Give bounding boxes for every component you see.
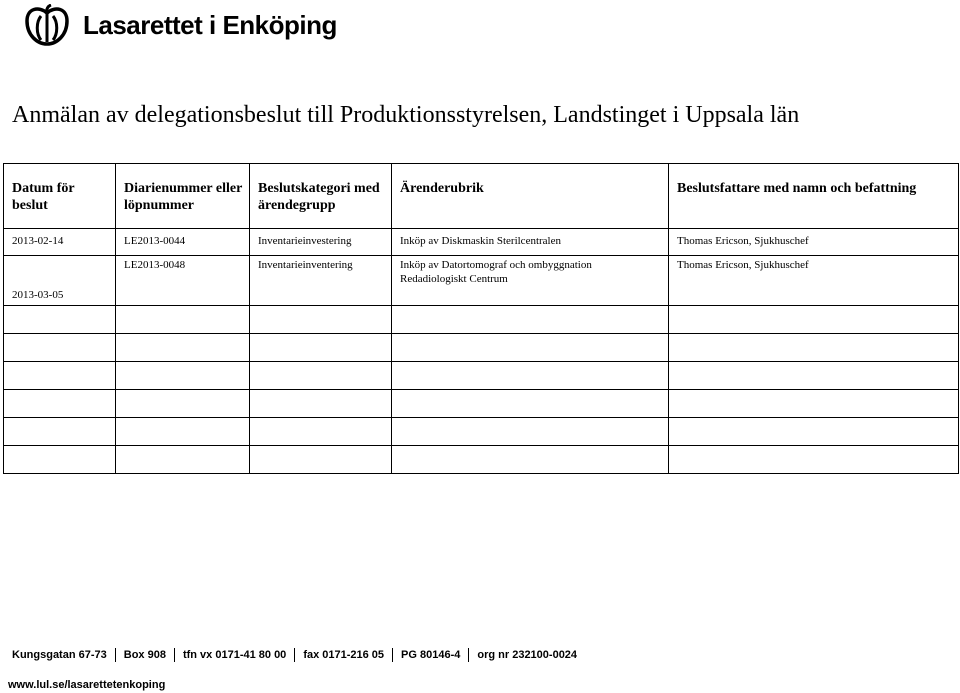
footer-org: org nr 232100-0024 [477,649,578,661]
cell-rubrik-line: Redadiologiskt Centrum [400,273,508,285]
footer-divider [392,648,393,662]
cell-rubrik: Inköp av Diskmaskin Sterilcentralen [392,229,669,256]
footer-fax: fax 0171-216 05 [303,649,385,661]
empty-row [4,334,959,362]
table-header-row [4,164,959,229]
footer-divider [468,648,469,662]
footer-phone: tfn vx 0171-41 80 00 [182,649,287,661]
footer-box: Box 908 [123,649,166,661]
page-title: Anmälan av delegationsbeslut till Produktionsstyrelsen, Landstinget i Uppsala län [12,102,800,128]
footer-address [12,648,577,662]
footer-divider [294,648,295,662]
footer-pg: PG 80146-4 [401,649,461,661]
header-datum: Datum för beslut [4,164,116,229]
table-row [4,256,959,306]
header-diarienummer: Diarienummer eller löpnummer [116,164,250,229]
header-kategori: Beslutskategori med ärendegrupp [250,164,392,229]
cell-beslutsfattare: Thomas Ericson, Sjukhuschef [669,229,959,256]
cell-datum: 2013-02-14 [4,229,116,256]
logo [25,4,337,46]
empty-row [4,418,959,446]
header-beslutsfattare: Beslutsfattare med namn och befattning [669,164,959,229]
table-row [4,229,959,256]
footer-website-link[interactable]: www.lul.se/lasarettetenkoping [8,679,166,691]
header-rubrik: Ärenderubrik [392,164,669,229]
delegation-table [3,163,959,474]
empty-row [4,306,959,334]
cell-diarienummer: LE2013-0044 [116,229,250,256]
cell-kategori: Inventarieinventering [250,256,392,306]
cell-kategori: Inventarieinvestering [250,229,392,256]
footer-street: Kungsgatan 67-73 [12,649,107,661]
empty-row [4,390,959,418]
cell-datum: 2013-03-05 [4,256,116,306]
footer-divider [115,648,116,662]
cell-rubrik [392,256,669,306]
cell-beslutsfattare: Thomas Ericson, Sjukhuschef [669,256,959,306]
apple-logo-icon [25,4,69,46]
footer-divider [174,648,175,662]
cell-diarienummer: LE2013-0048 [116,256,250,306]
empty-row [4,446,959,474]
logo-text: Lasarettet i Enköping [83,10,337,40]
empty-row [4,362,959,390]
cell-rubrik-line: Inköp av Datortomograf och ombyggnation [400,259,592,271]
